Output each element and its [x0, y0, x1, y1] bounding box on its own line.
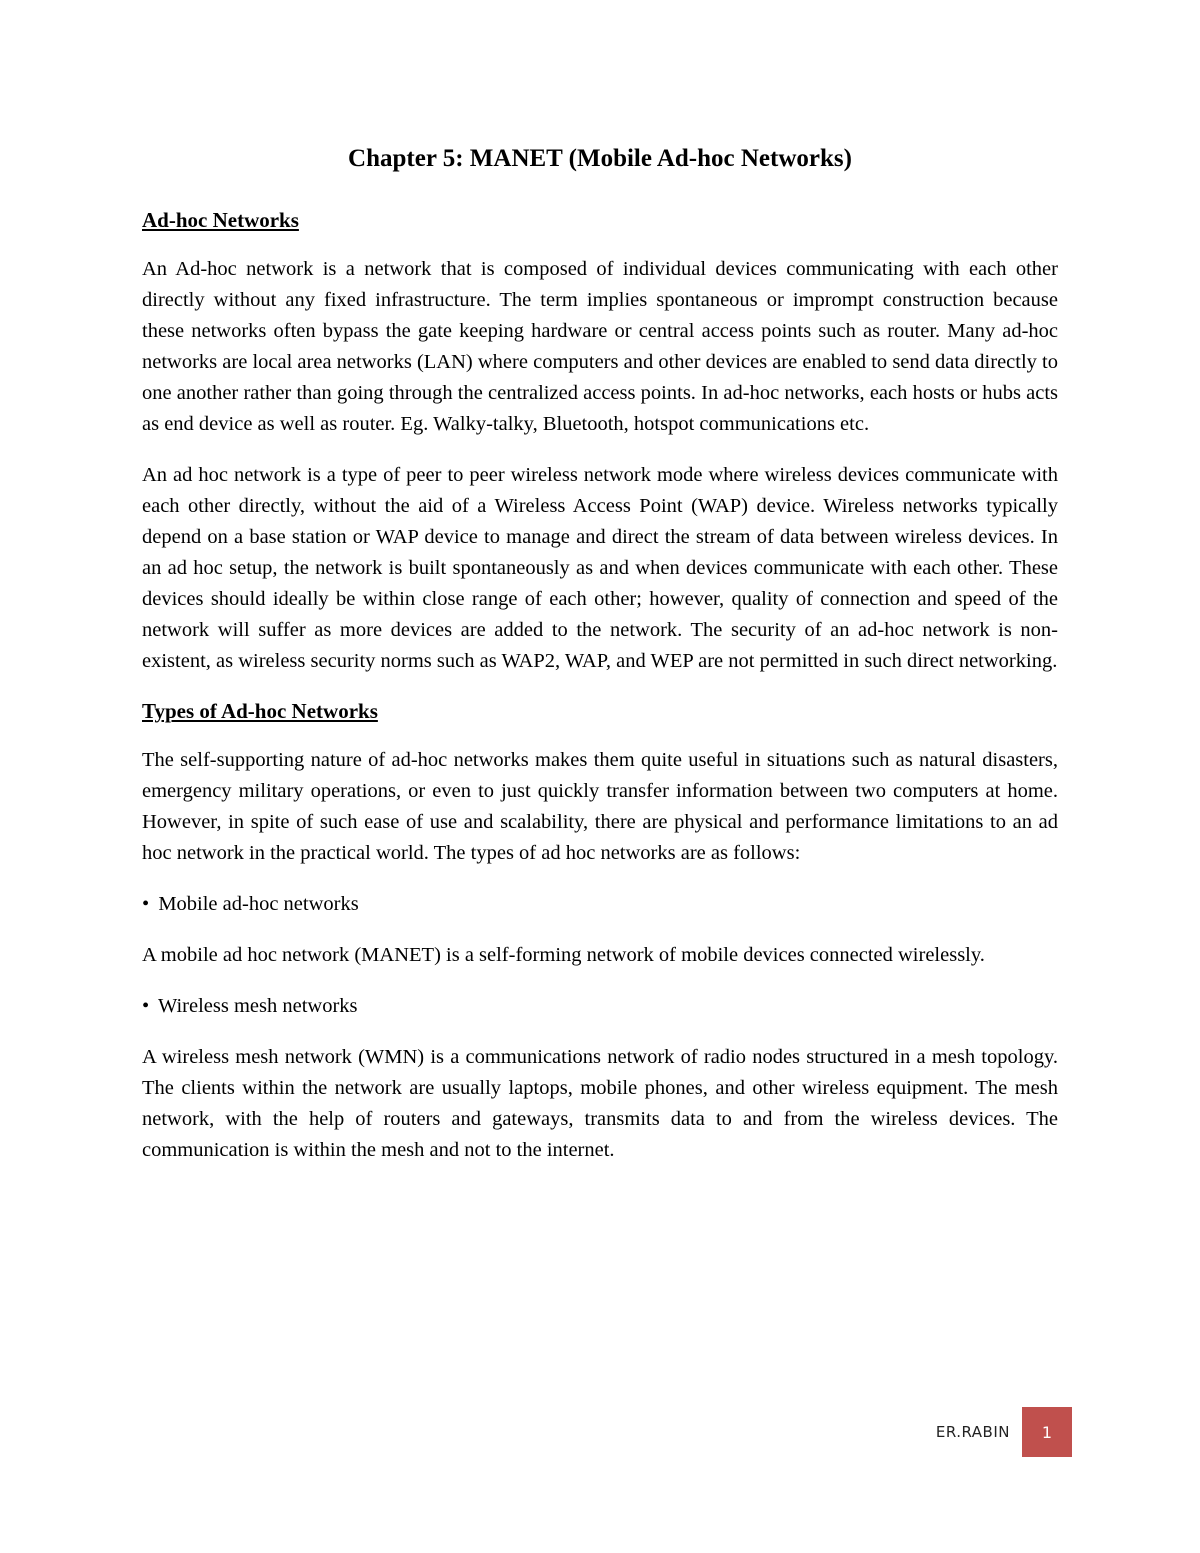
bullet-label: Wireless mesh networks [157, 995, 358, 1017]
paragraph-manet-description: A mobile ad hoc network (MANET) is a self-forming network of mobile devices connected wirelessly. [142, 944, 985, 966]
paragraph-adhoc-peer-to-peer: An ad hoc network is a type of peer to peer wireless network mode where wireless devices communicate with each other directly, without the aid of a Wireless Access Point (WAP) device. Wireless networks typically depend on a base station or WAP device to manage and direct the stream of data between wireless devices. In an ad hoc setup, the network is built spontaneously as and when devices communicate with each other. These devices should ideally be within close range of each other; however, quality of connection and speed of the network will suffer as more devices are added to the network. The security of an ad-hoc network is non-existent, as wireless security norms such as WAP2, WAP, and WEP are not permitted in such direct networking. [142, 464, 1058, 672]
paragraph-types-intro: The self-supporting nature of ad-hoc networks makes them quite useful in situations such as natural disasters, emergency military operations, or even to just quickly transfer information between two computers at home. However, in spite of such ease of use and scalability, there are physical and performance limitations to an ad hoc network in the practical world. The types of ad hoc networks are as follows: [142, 749, 1058, 864]
bullet-icon: • [142, 995, 150, 1017]
bullet-icon: • [142, 893, 150, 915]
page-content [142, 142, 1058, 1186]
page-number-badge: 1 [1022, 1407, 1072, 1457]
bullet-label: Mobile ad-hoc networks [158, 893, 359, 915]
chapter-title: Chapter 5: MANET (Mobile Ad-hoc Networks) [348, 145, 852, 172]
bullet-item-mobile-adhoc [142, 889, 1058, 920]
section-heading-types: Types of Ad-hoc Networks [142, 699, 378, 723]
footer-author: ER.RABIN [935, 1423, 1010, 1441]
bullet-item-wireless-mesh [142, 991, 1058, 1022]
paragraph-wmn-description: A wireless mesh network (WMN) is a communications network of radio nodes structured in a mesh topology. The clients within the network are usually laptops, mobile phones, and other wireless equipment. The mesh network, with the help of routers and gateways, transmits data to and from the wireless devices. The communication is within the mesh and not to the internet. [142, 1046, 1058, 1161]
paragraph-adhoc-definition: An Ad-hoc network is a network that is composed of individual devices communicating with each other directly without any fixed infrastructure. The term implies spontaneous or imprompt construction because these networks often bypass the gate keeping hardware or central access points such as router. Many ad-hoc networks are local area networks (LAN) where computers and other devices are enabled to send data directly to one another rather than going through the centralized access points. In ad-hoc networks, each hosts or hubs acts as end device as well as router. Eg. Walky-talky, Bluetooth, hotspot communications etc. [142, 258, 1058, 435]
page-footer [936, 1407, 1072, 1457]
section-heading-adhoc-networks: Ad-hoc Networks [142, 208, 299, 232]
